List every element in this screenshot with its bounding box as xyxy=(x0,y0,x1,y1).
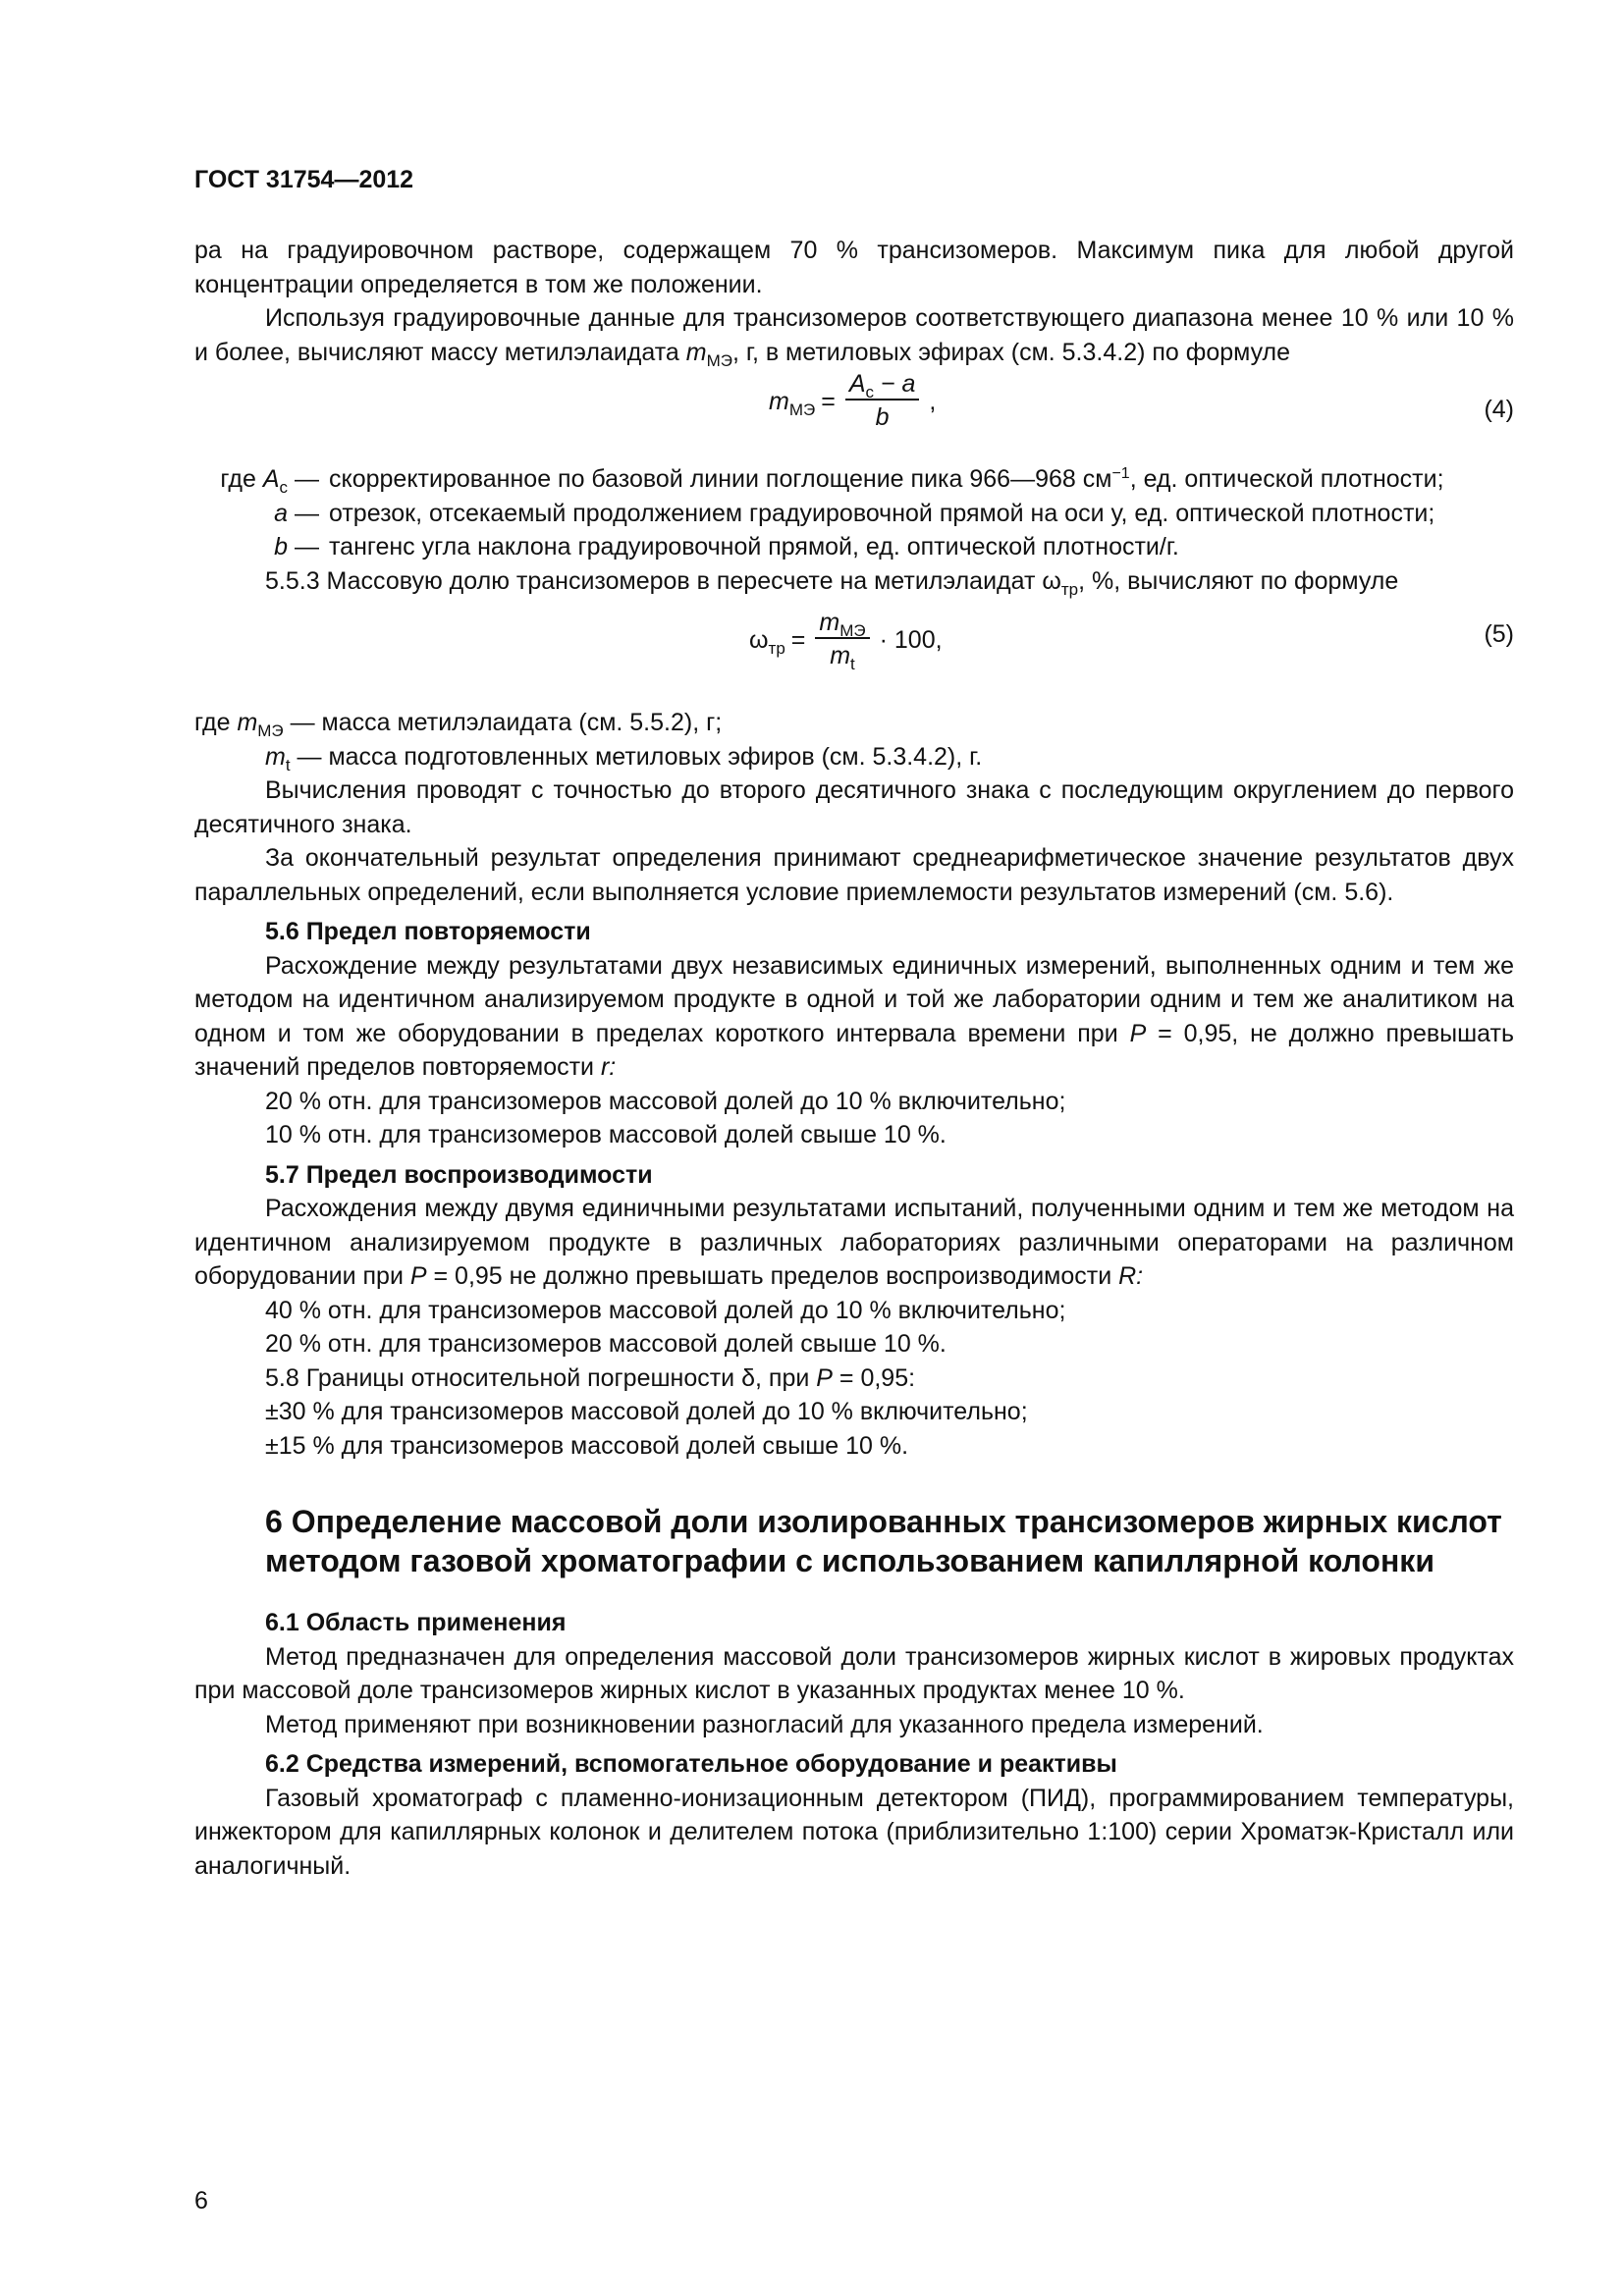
paragraph: Метод применяют при возникновении разногласий для указанного предела измерений. xyxy=(265,1710,1264,1738)
paragraph xyxy=(194,301,1514,369)
subscript: t xyxy=(285,755,291,774)
section-heading-6: 6 Определение массовой доли изолированных трансизомеров жирных кислот методом газовой хроматографии с использованием капиллярной колонки xyxy=(265,1504,1502,1578)
paragraph: Вычисления проводят с точностью до второго десятичного знака с последующим округлением до первого десятичного знака. xyxy=(194,776,1514,838)
formula-5 xyxy=(194,598,1514,706)
section-heading-6-1: 6.1 Область применения xyxy=(265,1609,567,1636)
section-heading-5-7: 5.7 Предел воспроизводимости xyxy=(265,1160,653,1189)
subscript: t xyxy=(850,655,855,673)
text: Расхождения между двумя единичными результатами испытаний, полученными одним и тем же методом на идентичном анализируемом продукте в различных лабораториях различными операторами на различном оборудовании при xyxy=(194,1195,1514,1290)
document-header: ГОСТ 31754—2012 xyxy=(194,166,414,193)
where-item xyxy=(194,706,1514,740)
page-body xyxy=(194,234,1514,1883)
variable: b xyxy=(274,533,289,561)
variable: r: xyxy=(600,1053,617,1081)
where-item xyxy=(194,497,1514,531)
definition xyxy=(319,462,1514,497)
variable: m xyxy=(819,609,840,636)
dash: — xyxy=(288,533,319,561)
text: = 0,95 не должно превышать пределов воспроизводимости xyxy=(426,1262,1119,1290)
variable: R: xyxy=(1118,1262,1144,1290)
text: скорректированное по базовой линии поглощение пика 966—968 см xyxy=(329,465,1112,493)
formula-lhs xyxy=(749,623,785,658)
list-item: ±15 % для трансизомеров массовой долей свыше 10 %. xyxy=(265,1431,909,1460)
equation-number: (5) xyxy=(1484,620,1514,648)
text: = 0,95: xyxy=(832,1363,916,1392)
equals-sign: = xyxy=(821,387,836,415)
superscript: −1 xyxy=(1111,465,1130,482)
fraction xyxy=(845,369,920,434)
dash: — xyxy=(288,465,319,493)
where-item xyxy=(194,740,1514,774)
variable: m xyxy=(685,338,707,366)
variable: P xyxy=(816,1363,833,1392)
denominator xyxy=(830,639,855,672)
formula-4 xyxy=(194,369,1514,462)
paragraph xyxy=(194,564,1514,599)
variable: m xyxy=(237,709,258,736)
section-heading-6-2: 6.2 Средства измерений, вспомогательное оборудование и реактивы xyxy=(265,1750,1117,1778)
equation-number: (4) xyxy=(1484,396,1514,423)
paragraph xyxy=(194,1192,1514,1294)
list-item: 20 % отн. для трансизомеров массовой долей свыше 10 %. xyxy=(265,1330,947,1358)
paragraph: Газовый хроматограф с пламенно-ионизационным детектором (ПИД), программированием температуры, инжектором для капиллярных колонок и делителем потока (приблизительно 1:100) серии Хроматэк-Кристалл или аналогичный. xyxy=(194,1784,1514,1880)
list-item: 10 % отн. для трансизомеров массовой долей свыше 10 %. xyxy=(265,1121,947,1148)
list-item: 40 % отн. для трансизомеров массовой долей до 10 % включительно; xyxy=(265,1296,1066,1324)
variable: a xyxy=(274,499,289,527)
variable: P xyxy=(1129,1019,1147,1047)
subscript: тр xyxy=(768,638,785,658)
term xyxy=(194,462,319,497)
numerator xyxy=(845,369,920,400)
fraction xyxy=(815,608,869,672)
section-heading-5-6: 5.6 Предел повторяемости xyxy=(265,918,591,945)
equals-sign: = xyxy=(790,625,806,654)
list-item: ±30 % для трансизомеров массовой долей до 10 % включительно; xyxy=(265,1398,1028,1425)
subscript: c xyxy=(865,383,875,401)
text: 5.5.3 Массовую долю трансизомеров в пересчете на метилэлаидат ω xyxy=(265,566,1061,595)
text: Используя градуировочные данные для трансизомеров соответствующего диапазона менее 10 % или 10 % и более, вычисляют массу метилэлаидата xyxy=(194,304,1514,366)
where-item xyxy=(194,462,1514,497)
text: где xyxy=(220,465,263,493)
text: , ед. оптической плотности; xyxy=(1129,465,1444,493)
term xyxy=(194,497,319,531)
formula-tail: , xyxy=(929,387,937,415)
text: Расхождение между результатами двух независимых единичных измерений, выполненных одним и тем же методом на идентичном анализируемом продукте в одной и той же лаборатории одним и тем же аналитиком на одном и том же оборудовании в пределах короткого интервала времени при xyxy=(194,951,1514,1047)
formula-lhs xyxy=(769,385,815,419)
where-item xyxy=(194,530,1514,564)
subscript: МЭ xyxy=(257,721,284,740)
text: — масса метилэлаидата (см. 5.5.2), г; xyxy=(283,709,723,736)
text: 5.8 Границы относительной погрешности δ, при xyxy=(265,1363,817,1392)
text: — масса подготовленных метиловых эфиров (см. 5.3.4.2), г. xyxy=(290,742,983,771)
numerator xyxy=(815,608,869,639)
page-number: 6 xyxy=(194,2187,208,2215)
dash: — xyxy=(288,499,319,527)
list-item: 20 % отн. для трансизомеров массовой долей до 10 % включительно; xyxy=(265,1087,1066,1115)
subscript: МЭ xyxy=(839,621,866,640)
variable: m xyxy=(769,387,789,415)
term xyxy=(194,530,319,564)
paragraph xyxy=(194,949,1514,1085)
variable: A xyxy=(848,370,866,398)
paragraph: Метод предназначен для определения массовой доли трансизомеров жирных кислот в жировых продуктах при массовой доле трансизомеров жирных кислот в указанных продуктах менее 10 %. xyxy=(194,1642,1514,1704)
subscript: МЭ xyxy=(706,350,732,370)
variable: P xyxy=(409,1262,427,1290)
paragraph: ра на градуировочном растворе, содержащем 70 % трансизомеров. Максимум пика для любой другой концентрации определяется в том же положении. xyxy=(194,237,1514,298)
denominator: b xyxy=(875,403,890,431)
text: = 0,95, не должно превышать значений пределов повторяемости xyxy=(194,1019,1514,1081)
variable: m xyxy=(265,742,286,771)
variable: ω xyxy=(749,625,769,654)
text: , г, в метиловых эфирах (см. 5.3.4.2) по формуле xyxy=(731,338,1291,366)
definition: отрезок, отсекаемый продолжением градуировочной прямой на оси у, ед. оптической плотности; xyxy=(329,499,1435,527)
subscript: тр xyxy=(1060,579,1079,599)
text: , %, вычисляют по формуле xyxy=(1078,566,1399,595)
variable: A xyxy=(262,465,280,493)
variable: − a xyxy=(874,370,916,398)
subscript: c xyxy=(279,478,289,497)
text: где xyxy=(194,709,238,736)
paragraph xyxy=(194,1362,1514,1396)
formula-tail: · 100, xyxy=(879,625,943,654)
definition: тангенс угла наклона градуировочной прямой, ед. оптической плотности/г. xyxy=(329,533,1179,561)
paragraph: За окончательный результат определения принимают среднеарифметическое значение результатов двух параллельных определений, если выполняется условие приемлемости результатов измерений (см. 5.6). xyxy=(194,844,1514,906)
variable: m xyxy=(830,642,851,669)
subscript: МЭ xyxy=(788,400,816,419)
